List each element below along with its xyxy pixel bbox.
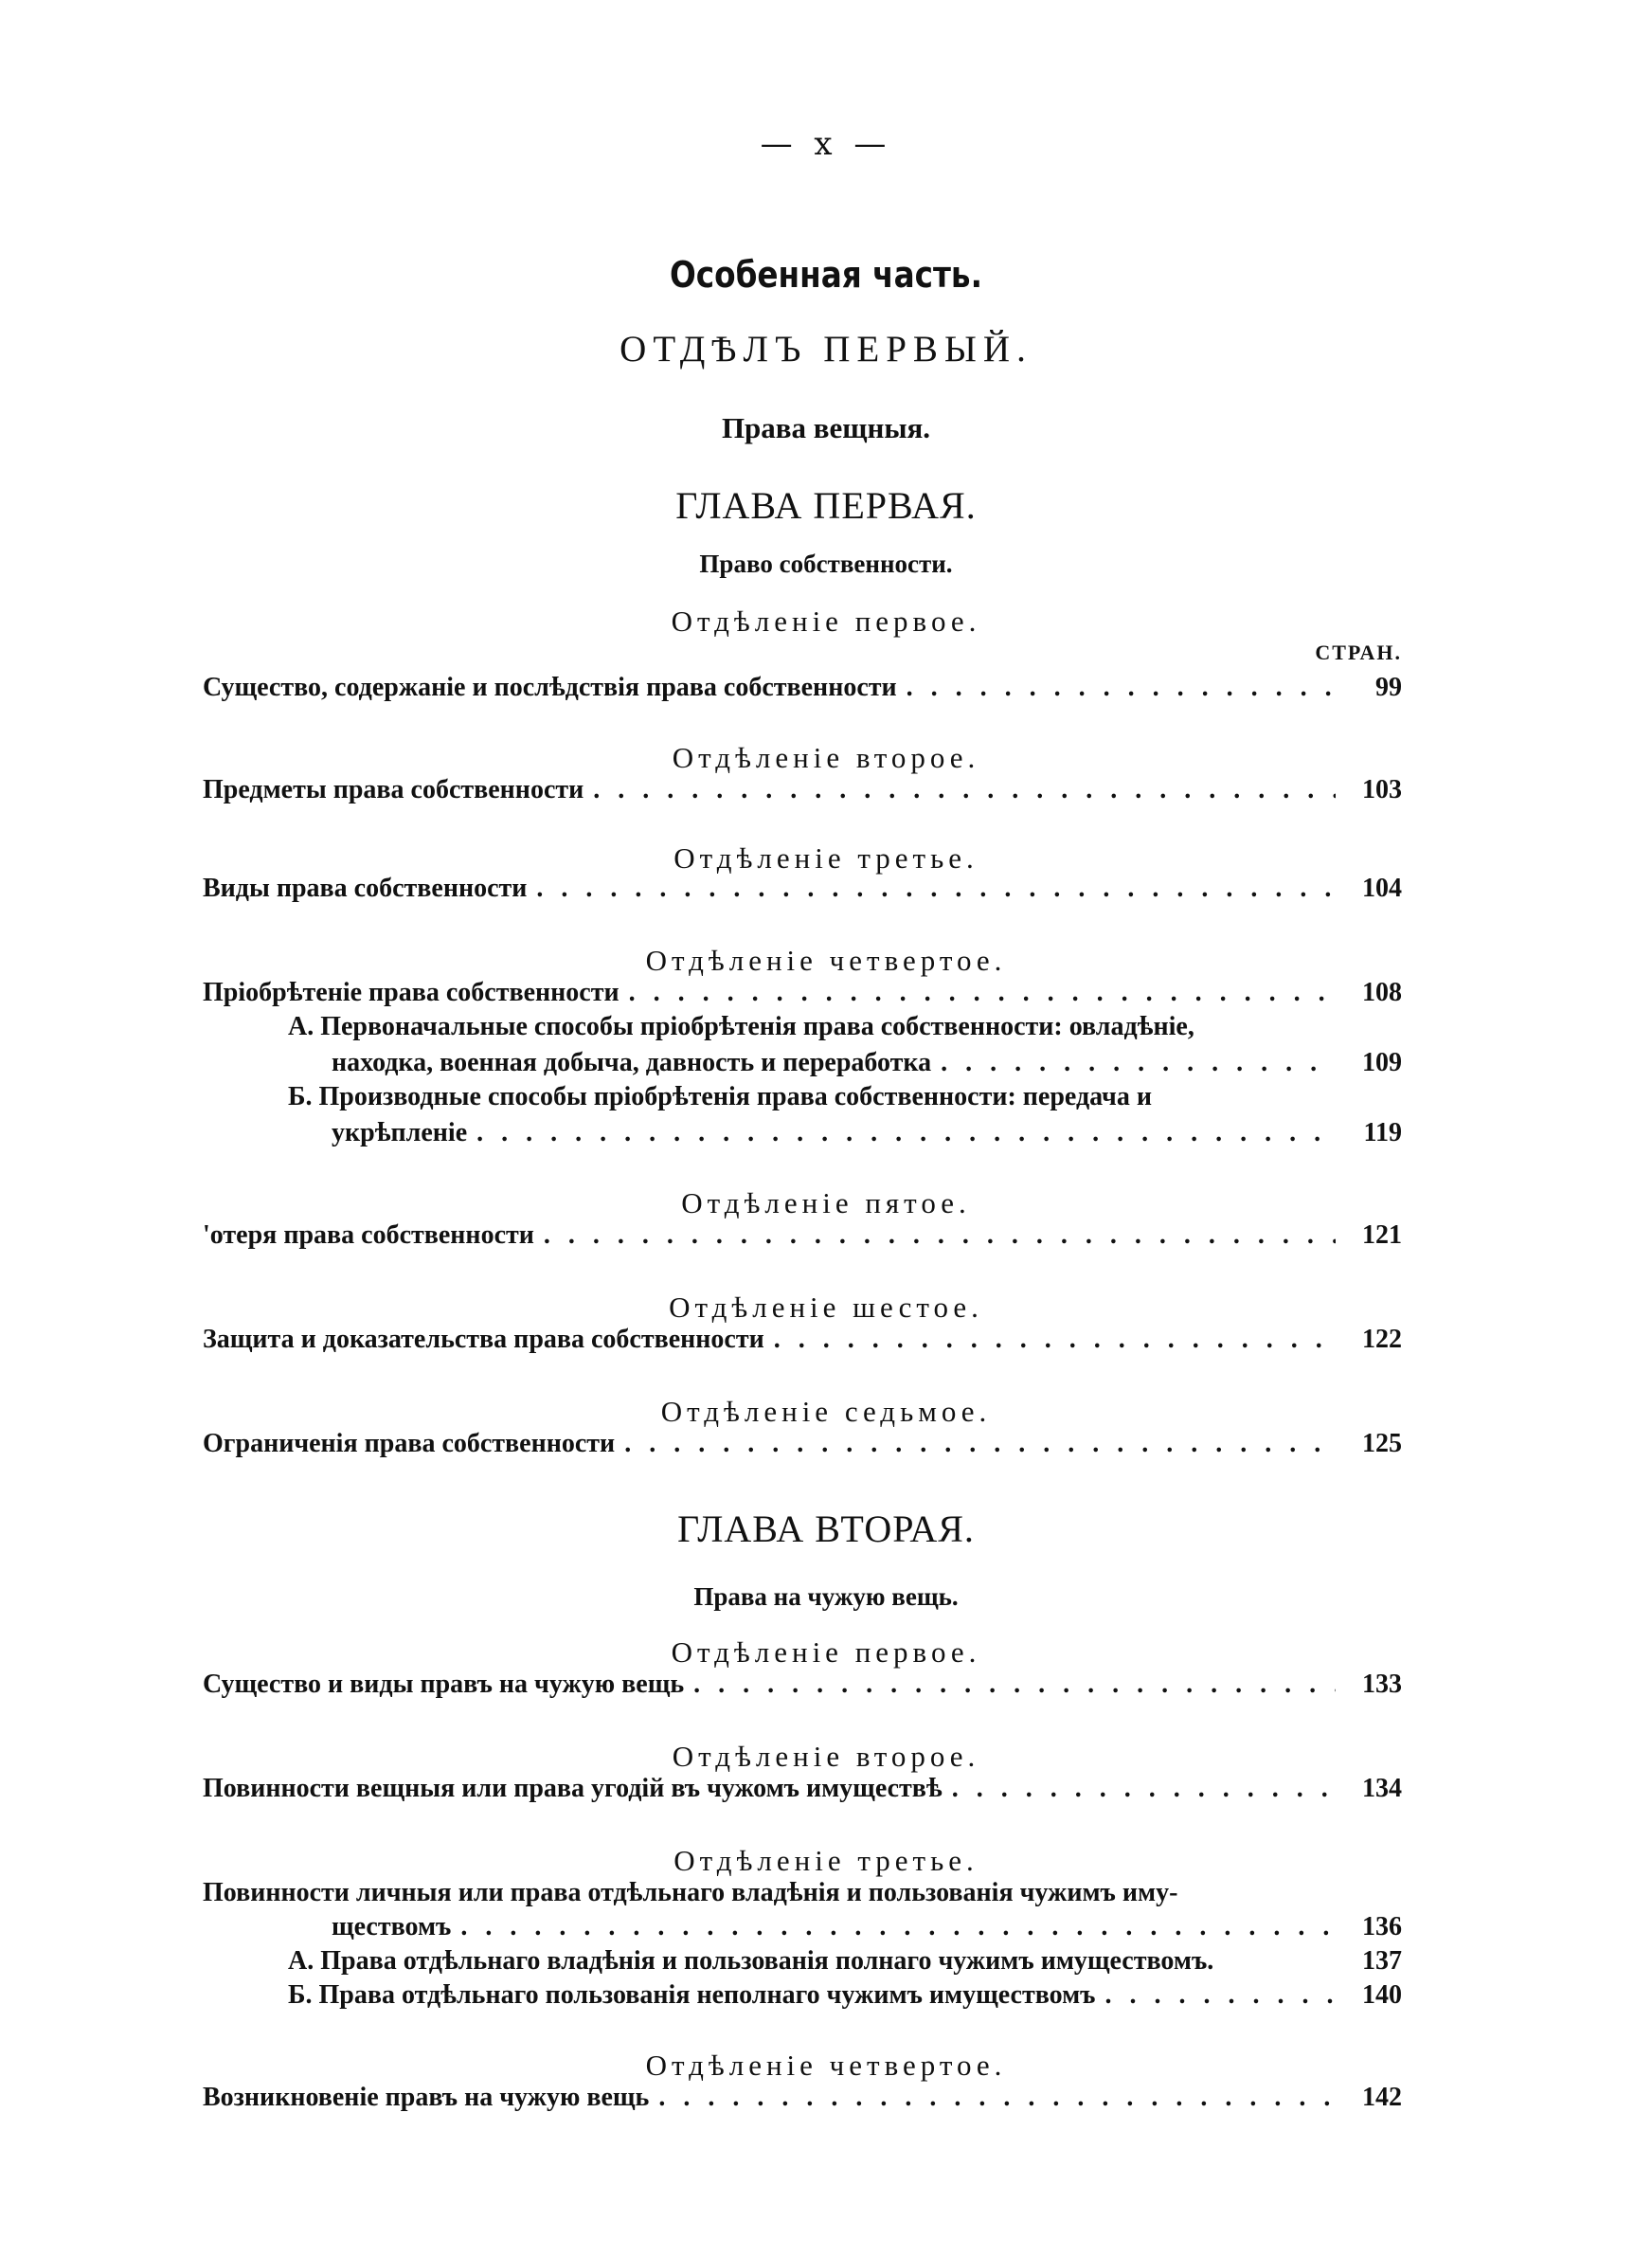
toc-entry-line: А. Первоначальные способы пріобрѣтенія права собственности: овладѣніе,	[288, 1012, 1194, 1041]
toc-entry-page: 134	[1362, 1774, 1402, 1803]
toc-entry-text: Предметы права собственности	[203, 775, 584, 804]
section-heading: Отдѣленіе третье.	[673, 841, 979, 875]
chapter-1-subtitle: Право собственности.	[699, 550, 953, 578]
dot-leader	[649, 2083, 1336, 2113]
toc-entry[interactable]	[203, 1325, 1402, 1359]
dot-leader	[684, 1670, 1336, 1700]
toc-entry-page: 109	[1362, 1048, 1402, 1077]
toc-entry[interactable]	[332, 1912, 1402, 1946]
section-heading: Отдѣленіе шестое.	[669, 1291, 983, 1324]
toc-entry-page: 108	[1362, 978, 1402, 1007]
toc-entry-line: Б. Производные способы пріобрѣтенія права собственности: передача и	[288, 1082, 1152, 1111]
dot-leader	[620, 978, 1336, 1008]
toc-entry-text: укрѣпленіе	[332, 1118, 468, 1147]
dot-leader	[584, 775, 1336, 805]
dot-leader	[931, 1048, 1336, 1078]
toc-entry[interactable]	[203, 2083, 1402, 2117]
toc-entry[interactable]	[203, 874, 1402, 908]
toc-entry[interactable]	[332, 1118, 1402, 1152]
toc-entry-page: 122	[1362, 1325, 1402, 1354]
chapter-2-title: ГЛАВА ВТОРАЯ.	[677, 1508, 975, 1550]
toc-entry-text: 'отеря права собственности	[203, 1220, 534, 1250]
part-title: Особенная часть.	[669, 254, 983, 296]
toc-entry-text: находка, военная добыча, давность и переработка	[332, 1048, 932, 1077]
chapter-1-title: ГЛАВА ПЕРВАЯ.	[675, 484, 977, 527]
toc-entry[interactable]	[203, 1220, 1402, 1255]
page-folio: — x —	[760, 125, 892, 163]
toc-entry[interactable]	[288, 1980, 1402, 2014]
section-heading: Отдѣленіе седьмое.	[660, 1395, 992, 1428]
toc-entry-text: Защита и доказательства права собственности	[203, 1325, 764, 1354]
dot-leader	[527, 874, 1336, 904]
section-heading: Отдѣленіе пятое.	[681, 1186, 971, 1219]
toc-entry[interactable]	[203, 775, 1402, 809]
section-heading: Отдѣленіе третье.	[673, 1844, 979, 1877]
toc-entry-text: Виды права собственности	[203, 874, 528, 903]
dot-leader	[764, 1325, 1336, 1355]
toc-entry-text: Повинности вещныя или права угодій въ чужомъ имуществѣ	[203, 1774, 943, 1803]
toc-entry-page: 99	[1375, 673, 1402, 702]
division-title: ОТДѢЛЪ ПЕРВЫЙ.	[620, 329, 1032, 370]
section-heading: Отдѣленіе первое.	[671, 605, 981, 638]
page-column-label: СТРАН.	[1315, 641, 1402, 664]
toc-entry[interactable]	[203, 1774, 1402, 1808]
toc-entry-text: А. Права отдѣльнаго владѣнія и пользованія полнаго чужимъ имуществомъ.	[288, 1946, 1214, 1976]
toc-entry[interactable]	[288, 1946, 1402, 1980]
section-heading: Отдѣленіе второе.	[672, 1740, 980, 1773]
toc-entry-text: Ограниченія права собственности	[203, 1429, 616, 1458]
dot-leader	[615, 1429, 1336, 1459]
division-subtitle: Права вещныя.	[721, 411, 931, 444]
toc-entry-page: 121	[1362, 1220, 1402, 1250]
section-heading: Отдѣленіе первое.	[671, 1635, 981, 1669]
toc-entry-text: Существо, содержаніе и послѣдствія права собственности	[203, 673, 897, 702]
toc-entry-page: 140	[1362, 1980, 1402, 2010]
toc-entry-line: Повинности личныя или права отдѣльнаго владѣнія и пользованія чужимъ иму-	[203, 1878, 1178, 1907]
toc-entry[interactable]	[203, 978, 1402, 1012]
toc-entry-text: Существо и виды правъ на чужую вещь	[203, 1670, 685, 1699]
section-heading: Отдѣленіе четвертое.	[645, 2049, 1007, 2082]
section-heading: Отдѣленіе четвертое.	[645, 944, 1007, 977]
toc-entry-page: 142	[1362, 2083, 1402, 2112]
toc-entry-page: 104	[1362, 874, 1402, 903]
toc-entry[interactable]	[203, 673, 1402, 707]
toc-entry-text: Возникновеніе правъ на чужую вещь	[203, 2083, 650, 2112]
section-heading: Отдѣленіе второе.	[672, 741, 980, 774]
toc-entry-text: ществомъ	[332, 1912, 452, 1941]
toc-entry-page: 119	[1363, 1118, 1402, 1147]
toc-entry-text: Б. Права отдѣльнаго пользованія неполнаго чужимъ имуществомъ	[288, 1980, 1096, 2010]
dot-leader	[451, 1912, 1336, 1942]
dot-leader	[534, 1220, 1336, 1251]
dot-leader	[943, 1774, 1336, 1804]
toc-entry[interactable]	[332, 1048, 1402, 1082]
toc-entry[interactable]	[203, 1670, 1402, 1704]
chapter-2-subtitle: Права на чужую вещь.	[693, 1582, 959, 1611]
toc-entry-page: 133	[1362, 1670, 1402, 1699]
dot-leader	[467, 1118, 1336, 1148]
toc-entry-page: 125	[1362, 1429, 1402, 1458]
toc-entry-page: 103	[1362, 775, 1402, 804]
toc-entry[interactable]	[203, 1429, 1402, 1463]
toc-entry-page: 137	[1362, 1946, 1402, 1976]
toc-entry-text: Пріобрѣтеніе права собственности	[203, 978, 620, 1007]
dot-leader	[897, 673, 1336, 703]
dot-leader	[1096, 1980, 1336, 2011]
toc-entry-page: 136	[1362, 1912, 1402, 1941]
